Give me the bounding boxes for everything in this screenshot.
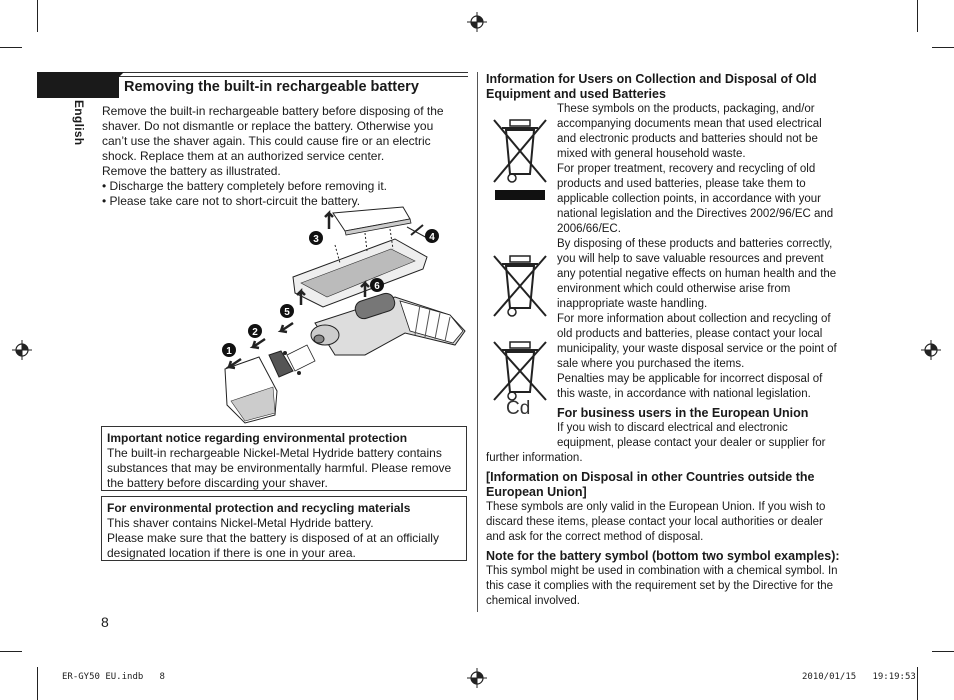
step-number-6 [370,278,384,292]
step-number-4 [425,229,439,243]
svg-text:6: 6 [374,281,380,292]
business-paragraph: If you wish to discard electrical and electronic equipment, please contact your dealer or supplier for further information. [486,422,826,464]
footer-timestamp: 2010/01/15 19:19:53 [802,672,916,682]
bullet-item: • Please take care not to short-circuit the battery. [102,194,361,208]
crop-mark [917,0,918,32]
svg-text:1: 1 [226,346,232,357]
text-line: designated location if there is one in your area. [107,546,356,560]
battery-symbol-heading: Note for the battery symbol (bottom two symbol examples): [486,549,840,563]
outside-eu-paragraph: These symbols are only valid in the European Union. If you wish to discard these items, please contact your local authorities or dealer and ask for the correct method of disposal. [486,501,826,543]
disposal-paragraph: These symbols on the products, packaging, and/or accompanying documents mean that used electrical and electronic products and batteries should not be mixed with general household waste. For proper treatment, recovery and recycling of old products and used batteries, please take them to applicable collection points, in accordance with your national legislation and the Directives 2002/96/EC and 2006/66/EC. By disposing of these products and batteries correctly, you will help to save valuable resources and prevent any potential negative effects on human health and the environment which could otherwise arise from inappropriate waste handling. For more information about collection and recycling of old products and batteries, please contact your local municipality, your waste disposal service or the point of sale where you purchased the items. Penalties may be applicable for incorrect disposal of this waste, in accordance with national legislation. [557,103,837,400]
bullet-item: • Discharge the battery completely before removing it. [102,179,387,193]
step-number-1 [222,343,236,357]
page-number: 8 [101,614,109,630]
step-number-2 [248,324,262,338]
battery-removal-illustration [215,205,475,425]
crop-mark [932,651,954,652]
intro-paragraph [102,104,468,209]
crossed-bin-icon [490,340,550,402]
registration-mark-icon [921,340,941,360]
crop-mark [917,667,918,700]
svg-text:2: 2 [252,327,258,338]
text-line: the battery before discarding your shaver. [107,476,328,490]
svg-text:3: 3 [313,234,319,245]
registration-mark-icon [467,668,487,688]
crop-mark [0,651,22,652]
disposal-heading: Information for Users on Collection and Disposal of Old Equipment and used Batteries [486,72,817,101]
environmental-notice-box [101,426,467,491]
footer-file-info: ER-GY50 EU.indb 8 [62,672,165,682]
crop-mark [37,667,38,700]
svg-text:4: 4 [429,232,435,243]
text-line: Remove the battery as illustrated. [102,164,281,178]
battery-symbol-paragraph: This symbol might be used in combination with a chemical symbol. In this case it complies with the requirement set by the Directive for the chemical involved. [486,565,838,607]
notice-heading: For environmental protection and recycling materials [107,501,411,515]
crossed-bin-icon [490,116,550,204]
step-number-5 [280,304,294,318]
crop-mark [0,47,22,48]
text-line: Please make sure that the battery is disposed of at an officially [107,531,439,545]
crop-mark [932,47,954,48]
text-line: substances that may be environmentally harmful. Please remove [107,461,452,475]
section-title-text: Removing the built-in rechargeable battery [124,79,419,95]
section-title [102,72,468,100]
crop-mark [37,0,38,32]
notice-heading: Important notice regarding environmental protection [107,431,408,445]
recycling-notice-box [101,496,467,561]
text-line: This shaver contains Nickel-Metal Hydride battery. [107,516,374,530]
step-number-3 [309,231,323,245]
text-line: can’t use the shaver again. This could cause fire or an electric [102,134,431,148]
text-line: shaver. Do not dismantle or replace the battery. Otherwise you [102,119,434,133]
crossed-bin-icon [490,254,550,320]
text-line: shock. Replace them at an authorized service center. [102,149,385,163]
text-line: Remove the built-in rechargeable battery before disposing of the [102,104,444,118]
text-line: The built-in rechargeable Nickel-Metal Hydride battery contains [107,446,442,460]
svg-text:5: 5 [284,307,290,318]
registration-mark-icon [12,340,32,360]
language-label: English [72,100,86,146]
column-divider [477,72,478,612]
chemical-symbol-label: Cd [506,398,531,419]
registration-mark-icon [467,12,487,32]
business-heading: For business users in the European Union [557,406,809,420]
outside-eu-heading: [Information on Disposal in other Countries outside the European Union] [486,470,815,499]
